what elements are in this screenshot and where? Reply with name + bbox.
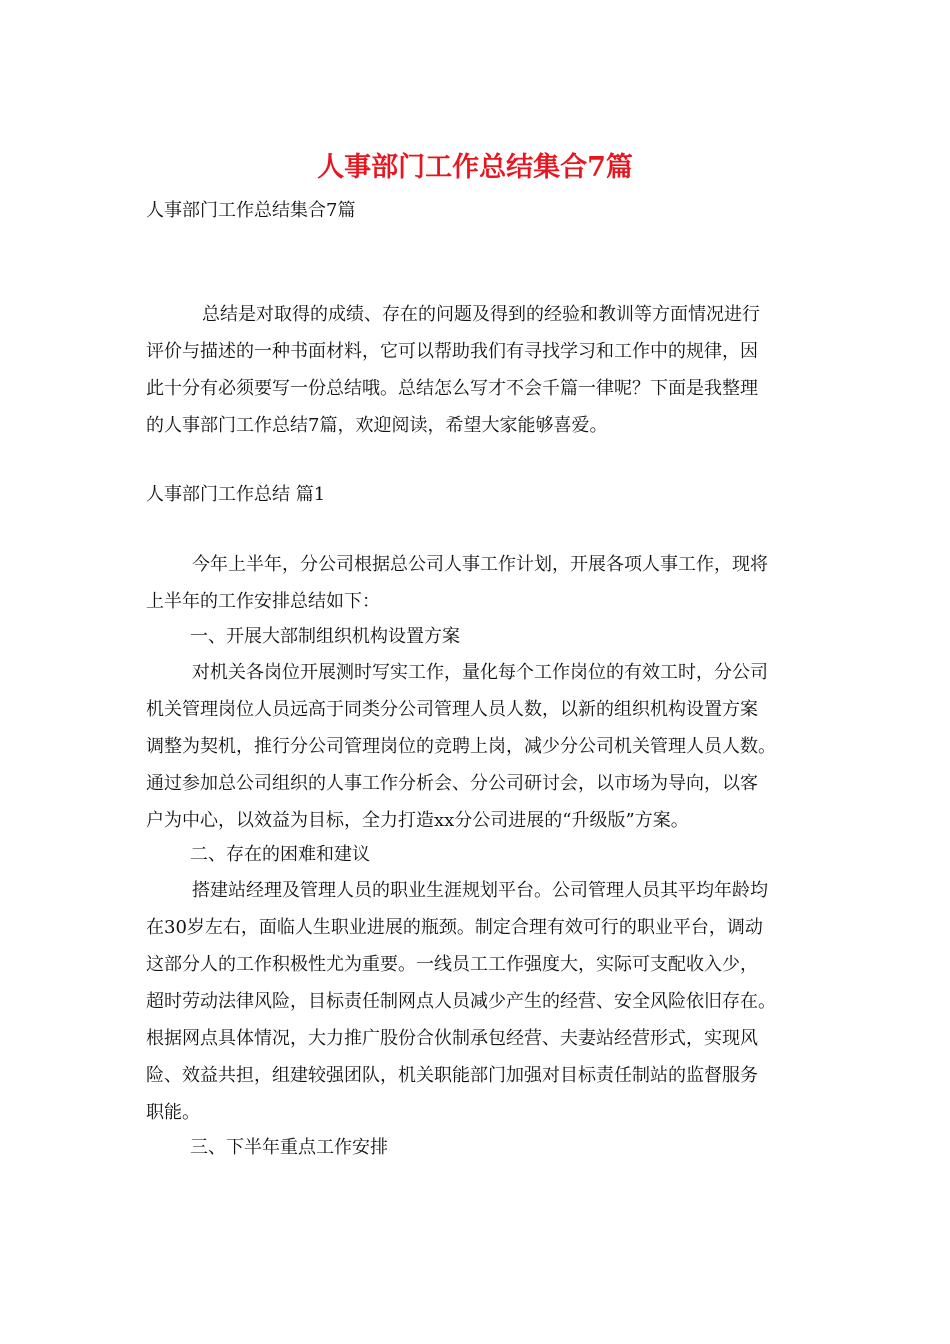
paragraph-line: 户为中心，以效益为目标，全力打造xx分公司进展的“升级版”方案。 bbox=[146, 810, 689, 831]
paragraph-one bbox=[146, 546, 806, 620]
document-title: 人事部门工作总结集合7篇 bbox=[317, 152, 633, 183]
paragraph-line: 根据网点具体情况，大力推广股份合伙制承包经营、夫妻站经营形式，实现风 bbox=[146, 1028, 758, 1049]
paragraph-two bbox=[146, 654, 806, 839]
intro-paragraph bbox=[146, 296, 806, 444]
heading-three: 三、下半年重点工作安排 bbox=[190, 1137, 388, 1158]
paragraph-line: 这部分人的工作积极性尤为重要。一线员工工作强度大，实际可支配收入少， bbox=[146, 954, 758, 975]
paragraph-line: 通过参加总公司组织的人事工作分析会、分公司研讨会，以市场为导向，以客 bbox=[146, 773, 758, 794]
intro-line: 的人事部门工作总结7篇，欢迎阅读，希望大家能够喜爱。 bbox=[146, 415, 608, 436]
paragraph-line: 超时劳动法律风险，目标责任制网点人员减少产生的经营、安全风险依旧存在。 bbox=[146, 991, 776, 1012]
heading-one: 一、开展大部制组织机构设置方案 bbox=[190, 626, 460, 647]
section-heading: 人事部门工作总结 篇1 bbox=[146, 484, 326, 505]
paragraph-line: 今年上半年，分公司根据总公司人事工作计划，开展各项人事工作，现将 bbox=[192, 554, 768, 575]
paragraph-line: 职能。 bbox=[146, 1102, 200, 1123]
paragraph-line: 险、效益共担，组建较强团队，机关职能部门加强对目标责任制站的监督服务 bbox=[146, 1065, 758, 1086]
intro-line: 总结是对取得的成绩、存在的问题及得到的经验和教训等方面情况进行 bbox=[202, 304, 760, 325]
paragraph-line: 对机关各岗位开展测时写实工作，量化每个工作岗位的有效工时，分公司 bbox=[192, 662, 768, 683]
intro-line: 评价与描述的一种书面材料，它可以帮助我们有寻找学习和工作中的规律，因 bbox=[146, 341, 758, 362]
paragraph-line: 上半年的工作安排总结如下： bbox=[146, 591, 380, 612]
paragraph-line: 搭建站经理及管理人员的职业生涯规划平台。公司管理人员其平均年龄均 bbox=[192, 880, 768, 901]
intro-line: 此十分有必须要写一份总结哦。总结怎么写才不会千篇一律呢？下面是我整理 bbox=[146, 378, 758, 399]
paragraph-line: 在30岁左右，面临人生职业进展的瓶颈。制定合理有效可行的职业平台，调动 bbox=[146, 917, 763, 938]
paragraph-three bbox=[146, 872, 806, 1131]
paragraph-line: 调整为契机，推行分公司管理岗位的竞聘上岗，减少分公司机关管理人员人数。 bbox=[146, 736, 776, 757]
document-subtitle: 人事部门工作总结集合7篇 bbox=[146, 200, 356, 221]
paragraph-line: 机关管理岗位人员远高于同类分公司管理人员人数，以新的组织机构设置方案 bbox=[146, 699, 758, 720]
heading-two: 二、存在的困难和建议 bbox=[190, 844, 370, 865]
